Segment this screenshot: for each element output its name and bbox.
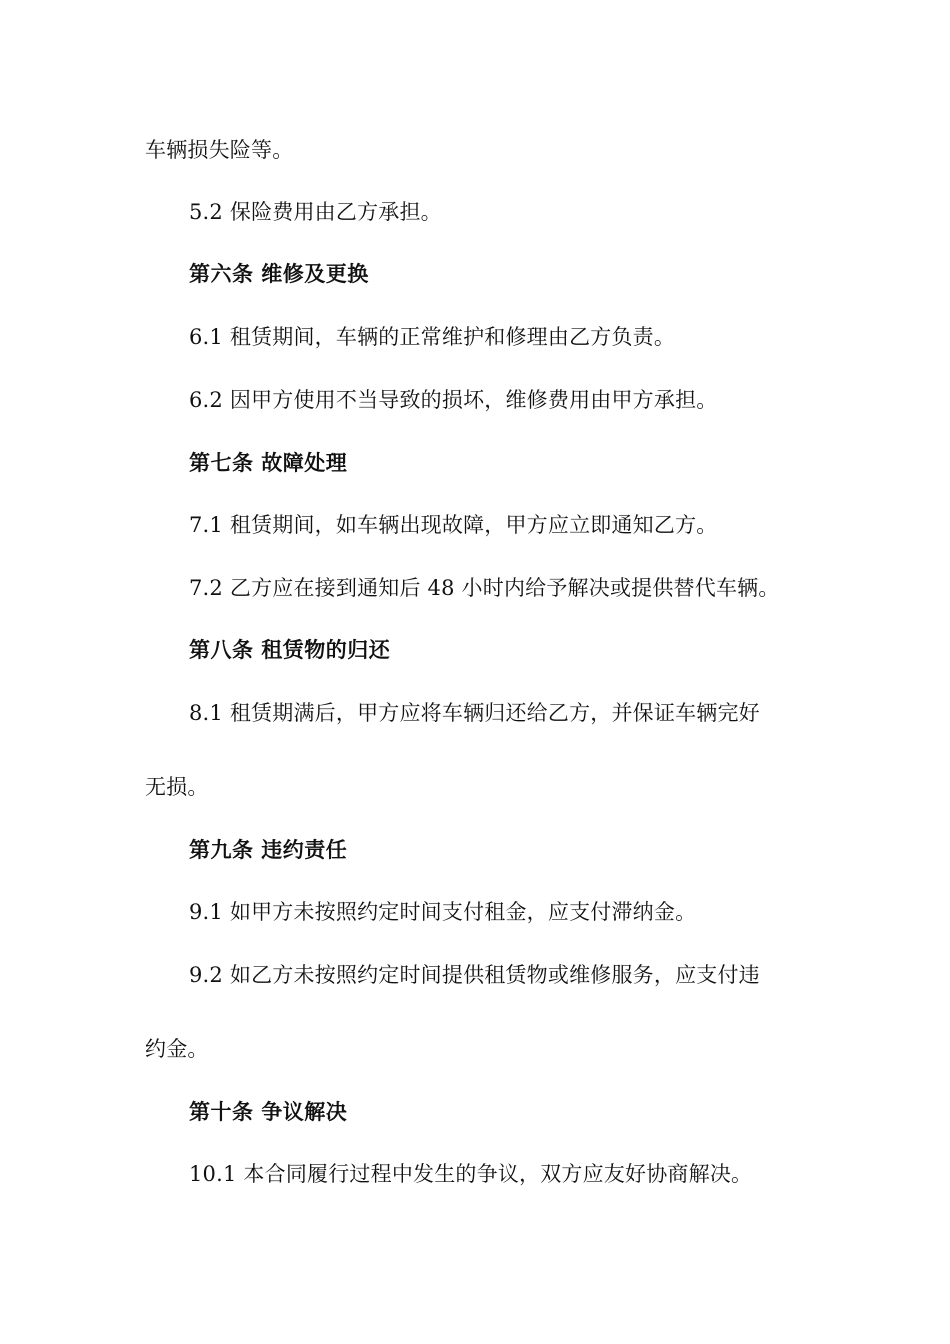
clause-6-2: 6.2 因甲方使用不当导致的损坏，维修费用由甲方承担。 [189,388,718,412]
clause-5-2: 5.2 保险费用由乙方承担。 [189,200,442,224]
article-6-heading: 第六条 维修及更换 [189,262,369,286]
clause-7-1: 7.1 租赁期间，如车辆出现故障，甲方应立即通知乙方。 [189,513,718,537]
clause-9-2-continuation: 约金。 [145,1037,209,1061]
clause-10-1: 10.1 本合同履行过程中发生的争议，双方应友好协商解决。 [189,1162,753,1186]
clause-9-1: 9.1 如甲方未按照约定时间支付租金，应支付滞纳金。 [189,900,697,924]
paragraph-continuation: 车辆损失险等。 [145,138,294,162]
clause-8-1-continuation: 无损。 [145,775,209,799]
clause-7-2: 7.2 乙方应在接到通知后 48 小时内给予解决或提供替代车辆。 [189,576,780,600]
clause-8-1: 8.1 租赁期满后，甲方应将车辆归还给乙方，并保证车辆完好 [189,701,760,725]
article-8-heading: 第八条 租赁物的归还 [189,638,391,662]
article-10-heading: 第十条 争议解决 [189,1100,348,1124]
clause-6-1: 6.1 租赁期间，车辆的正常维护和修理由乙方负责。 [189,325,676,349]
article-9-heading: 第九条 违约责任 [189,838,348,862]
clause-9-2: 9.2 如乙方未按照约定时间提供租赁物或维修服务，应支付违 [189,963,760,987]
article-7-heading: 第七条 故障处理 [189,451,348,475]
